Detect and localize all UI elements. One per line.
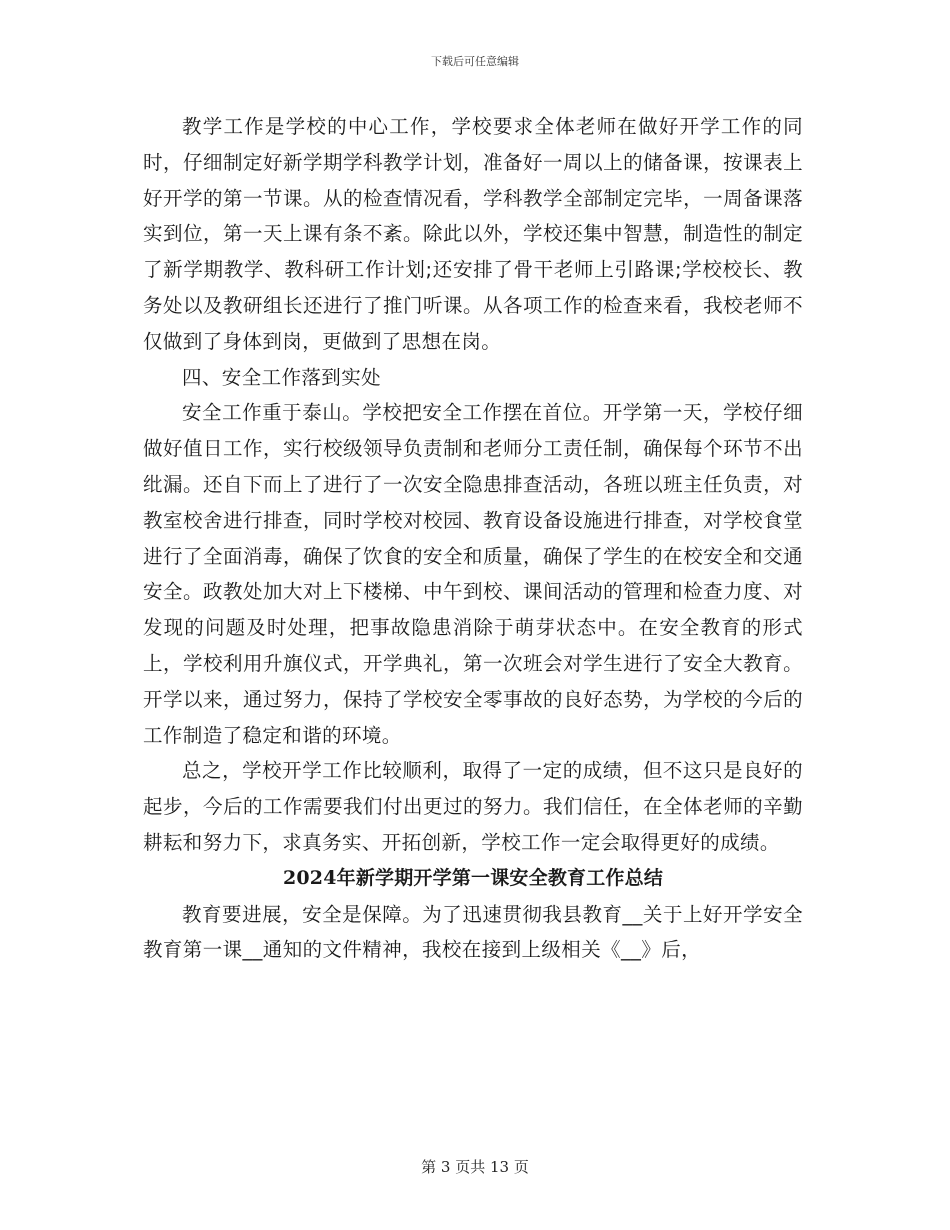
paragraph-teaching-work: 教学工作是学校的中心工作，学校要求全体老师在做好开学工作的同时，仔细制定好新学期学科教学计划，准备好一周以上的储备课，按课表上好开学的第一节课。从的检查情况看，学科教学全部制定完毕，一周备课落实到位，第一天上课有条不紊。除此以外，学校还集中智慧，制造性的制定了新学期教学、教科研工作计划;还安排了骨干老师上引路课;学校校长、教务处以及教研组长还进行了推门听课。从各项工作的检查来看，我校老师不仅做到了身体到岗，更做到了思想在岗。 xyxy=(143,115,803,353)
paragraph-summary: 总之，学校开学工作比较顺利，取得了一定的成绩，但不这只是良好的起步，今后的工作需要我们付出更过的努力。我们信任，在全体老师的辛勤耕耘和努力下，求真务实、开拓创新，学校工作一定会取得更好的成绩。 xyxy=(143,759,803,854)
document-title: 2024年新学期开学第一课安全教育工作总结 xyxy=(282,866,664,889)
section-heading-safety: 四、安全工作落到实处 xyxy=(182,365,382,389)
page-number: 第 3 页共 13 页 xyxy=(421,1158,529,1176)
document-body xyxy=(143,109,803,968)
paragraph-education-intro: 教育要进展，安全是保障。为了迅速贯彻我县教育__关于上好开学安全教育第一课__通知的文件精神，我校在接到上级相关《__》后， xyxy=(143,902,803,962)
paragraph-safety-work: 安全工作重于泰山。学校把安全工作摆在首位。开学第一天，学校仔细做好值日工作，实行校级领导负责制和老师分工责任制，确保每个环节不出纰漏。还自下而上了进行了一次安全隐患排查活动，各班以班主任负责，对教室校舍进行排查，同时学校对校园、教育设备设施进行排查，对学校食堂进行了全面消毒，确保了饮食的安全和质量，确保了学生的在校安全和交通安全。政教处加大对上下楼梯、中午到校、课间活动的管理和检查力度、对发现的问题及时处理，把事故隐患消除于萌芽状态中。在安全教育的形式上，学校利用升旗仪式，开学典礼，第一次班会对学生进行了安全大教育。开学以来，通过努力，保持了学校安全零事故的良好态势，为学校的今后的工作制造了稳定和谐的环境。 xyxy=(143,401,803,747)
page-header: 下载后可任意编辑 xyxy=(431,55,519,68)
